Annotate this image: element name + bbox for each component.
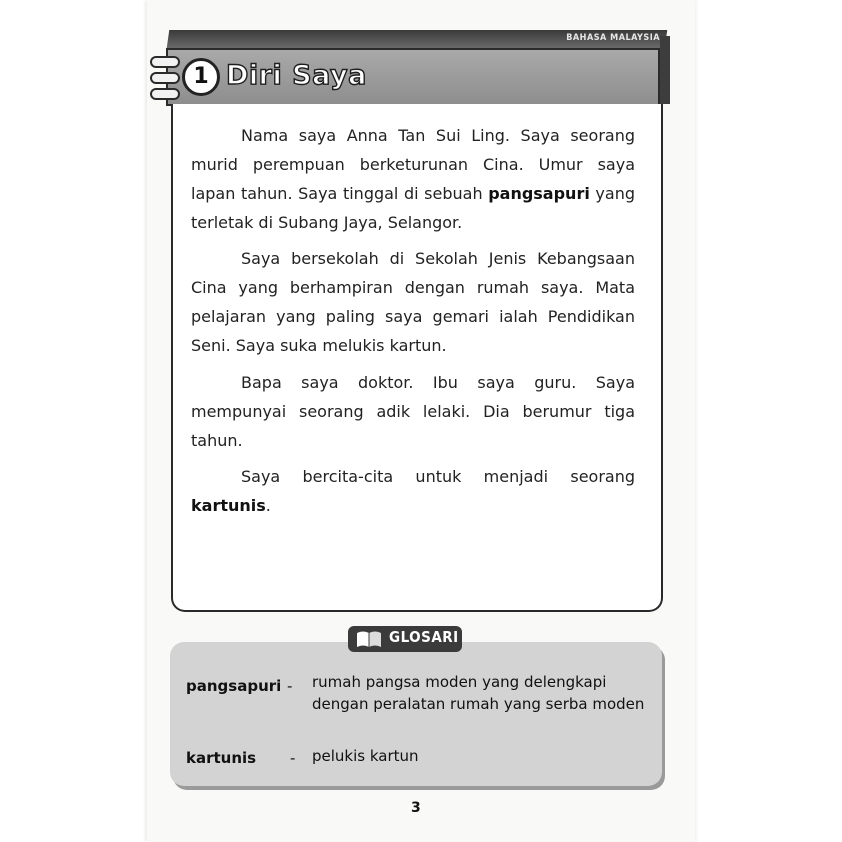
page-title: Diri Saya: [226, 60, 367, 91]
story-paragraph-3: [191, 368, 635, 455]
glossary-title: GLOSARI: [389, 628, 459, 646]
highlight-word: kartunis: [191, 496, 266, 515]
glossary-term: pangsapuri: [186, 677, 282, 695]
page-number: 3: [411, 800, 421, 816]
story-paragraph-2: [191, 244, 635, 360]
story-text: Saya bercita-cita untuk menjadi seorang: [241, 467, 635, 486]
story-paragraph-1: [191, 121, 635, 237]
story-paragraph-4: [191, 462, 635, 520]
story-text: Saya bersekolah di Sekolah Jenis Kebangsaan Cina yang berhampiran dengan rumah saya. Mata pelajaran yang paling saya gemari ialah Pendidikan Seni. Saya suka melukis kartun.: [191, 249, 635, 355]
glossary-term: kartunis: [186, 749, 257, 767]
unit-number-badge: 1: [182, 58, 220, 96]
story-text: Bapa saya doktor. Ibu saya guru. Saya mempunyai seorang adik lelaki. Dia berumur tiga tahun.: [191, 373, 635, 450]
highlight-word: pangsapuri: [488, 184, 590, 203]
story-text: .: [265, 496, 271, 515]
glossary-definition: rumah pangsa moden yang delengkapi dengan peralatan rumah yang serba moden: [312, 673, 645, 713]
series-label: BAHASA MALAYSIA: [566, 33, 660, 43]
story-text: Nama saya Anna Tan Sui Ling. Saya seorang murid perempuan berketurunan Cina. Umur saya lapan tahun. Saya tinggal di sebuah: [191, 126, 635, 203]
glossary-definition: pelukis kartun: [312, 747, 419, 765]
story-text: yang terletak di Subang Jaya, Selangor.: [191, 184, 635, 232]
open-book-icon: [356, 630, 382, 648]
glossary-dash: -: [290, 749, 296, 767]
banner-side-edge: [660, 36, 670, 104]
glossary-dash: -: [287, 677, 293, 695]
